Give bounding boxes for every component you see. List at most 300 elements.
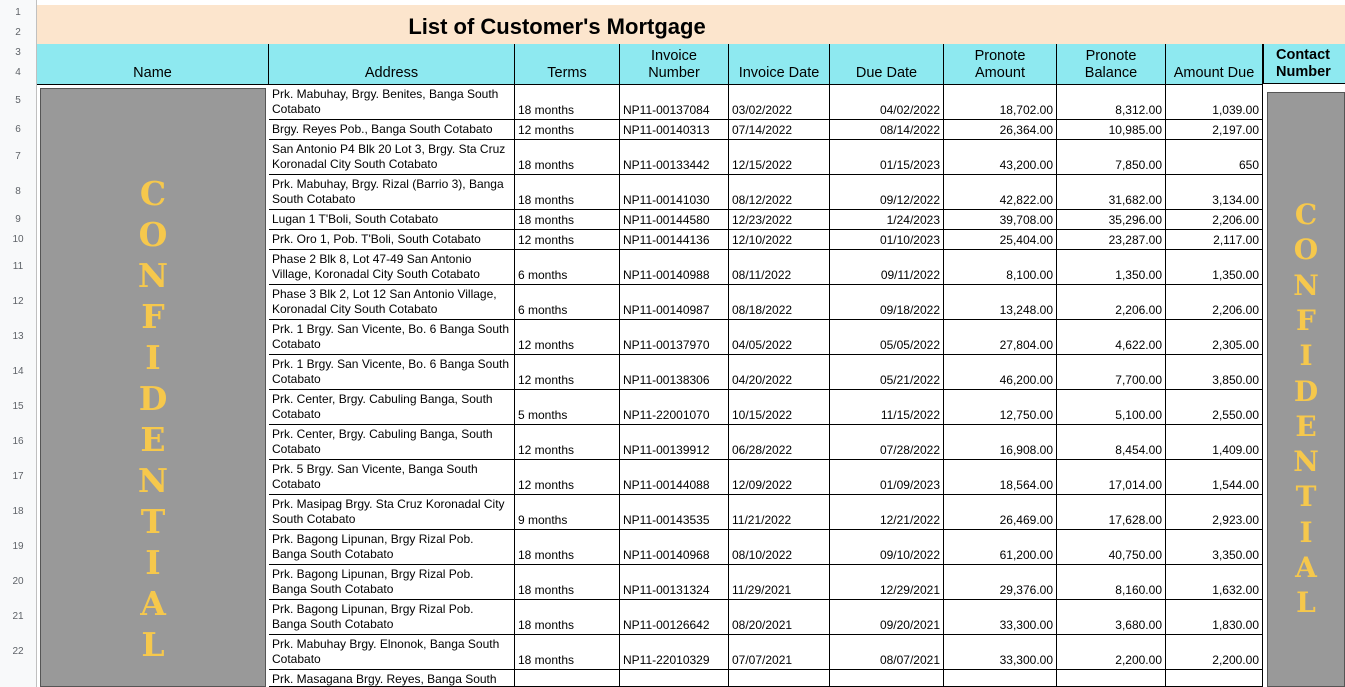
row-number[interactable]: 8 bbox=[15, 186, 21, 197]
confidential-watermark-letter: C bbox=[1294, 198, 1318, 231]
cell-terms[interactable] bbox=[515, 425, 620, 460]
row-number[interactable]: 3 bbox=[15, 47, 21, 58]
confidential-watermark-letter: N bbox=[1293, 445, 1319, 479]
cell-due-date-value: 09/18/2022 bbox=[879, 303, 940, 317]
cell-due-date-value: 01/10/2023 bbox=[879, 233, 940, 247]
cell-amount-due[interactable] bbox=[1166, 355, 1263, 390]
cell-due-date[interactable] bbox=[830, 140, 944, 175]
cell-pronote-balance[interactable] bbox=[1057, 85, 1166, 120]
header-pronote-amount[interactable] bbox=[944, 44, 1057, 84]
cell-pronote-balance[interactable] bbox=[1057, 210, 1166, 230]
cell-invoice-number-value: NP11-22010329 bbox=[623, 653, 710, 667]
cell-invoice-number-value: NP11-00140313 bbox=[623, 123, 710, 137]
cell-terms[interactable] bbox=[515, 210, 620, 230]
confidential-watermark-letter: C bbox=[139, 174, 167, 213]
cell-due-date-value: 12/21/2022 bbox=[879, 513, 940, 527]
confidential-watermark-letter: A bbox=[1295, 551, 1317, 584]
cell-due-date[interactable] bbox=[830, 460, 944, 495]
cell-due-date[interactable] bbox=[830, 320, 944, 355]
row-number[interactable]: 10 bbox=[12, 234, 24, 245]
row-number[interactable]: 19 bbox=[12, 541, 24, 552]
cell-terms-value: 12 months bbox=[518, 443, 575, 457]
cell-pronote-balance-value: 1,350.00 bbox=[1115, 268, 1162, 282]
cell-due-date[interactable] bbox=[830, 670, 944, 687]
cell-due-date-value: 01/15/2023 bbox=[879, 158, 940, 172]
cell-terms[interactable] bbox=[515, 670, 620, 687]
row-number[interactable]: 11 bbox=[12, 261, 24, 272]
cell-due-date[interactable] bbox=[830, 600, 944, 635]
cell-address-value: Prk. Bagong Lipunan, Brgy Rizal Pob. Banga South Cotabato bbox=[272, 602, 474, 631]
cell-pronote-balance[interactable] bbox=[1057, 390, 1166, 425]
cell-amount-due-value: 2,206.00 bbox=[1212, 303, 1259, 317]
cell-invoice-date[interactable] bbox=[729, 670, 830, 687]
header-pronote-balance[interactable] bbox=[1057, 44, 1166, 84]
cell-pronote-amount[interactable] bbox=[944, 495, 1057, 530]
cell-terms[interactable] bbox=[515, 495, 620, 530]
cell-terms[interactable] bbox=[515, 635, 620, 670]
row-number[interactable]: 21 bbox=[12, 611, 24, 622]
cell-invoice-date-value: 12/23/2022 bbox=[732, 213, 793, 227]
cell-invoice-number[interactable] bbox=[620, 565, 729, 600]
cell-terms[interactable] bbox=[515, 140, 620, 175]
cell-due-date-value: 05/05/2022 bbox=[879, 338, 940, 352]
confidential-watermark-letter: I bbox=[1299, 515, 1313, 549]
confidential-watermark-letter: D bbox=[1293, 374, 1319, 408]
cell-address[interactable] bbox=[269, 85, 515, 120]
cell-address-value: Phase 2 Blk 8, Lot 47-49 San Antonio Village, Koronadal City South Cotabato bbox=[272, 252, 480, 281]
cell-amount-due[interactable] bbox=[1166, 565, 1263, 600]
cell-pronote-amount[interactable] bbox=[944, 140, 1057, 175]
cell-due-date-value: 12/29/2021 bbox=[879, 583, 940, 597]
header-invoice-number-text: Invoice Number bbox=[648, 48, 700, 81]
cell-amount-due[interactable] bbox=[1166, 85, 1263, 120]
header-contact-number-text: Contact Number bbox=[1276, 47, 1331, 80]
cell-pronote-amount[interactable] bbox=[944, 355, 1057, 390]
cell-pronote-amount-value: 8,100.00 bbox=[1006, 268, 1053, 282]
cell-pronote-amount-value: 33,300.00 bbox=[999, 653, 1053, 667]
row-number[interactable]: 18 bbox=[12, 506, 24, 517]
cell-terms[interactable] bbox=[515, 600, 620, 635]
row-number[interactable]: 16 bbox=[12, 436, 24, 447]
cell-due-date[interactable] bbox=[830, 250, 944, 285]
cell-invoice-date-value: 08/11/2022 bbox=[732, 268, 792, 282]
cell-pronote-amount[interactable] bbox=[944, 320, 1057, 355]
cell-amount-due-value: 1,039.00 bbox=[1212, 103, 1259, 117]
cell-address-value: Brgy. Reyes Pob., Banga South Cotabato bbox=[272, 122, 493, 136]
cell-due-date[interactable] bbox=[830, 285, 944, 320]
cell-amount-due[interactable] bbox=[1166, 530, 1263, 565]
header-contact-number[interactable] bbox=[1263, 44, 1345, 84]
cell-terms-value: 12 months bbox=[518, 478, 575, 492]
cell-address[interactable] bbox=[269, 635, 515, 670]
cell-pronote-balance[interactable] bbox=[1057, 320, 1166, 355]
cell-amount-due[interactable] bbox=[1166, 460, 1263, 495]
cell-invoice-number[interactable] bbox=[620, 460, 729, 495]
cell-due-date-value: 09/20/2021 bbox=[879, 618, 940, 632]
cell-invoice-date-value: 08/10/2022 bbox=[732, 548, 793, 562]
row-number[interactable]: 7 bbox=[15, 151, 21, 162]
cell-due-date[interactable] bbox=[830, 175, 944, 210]
cell-due-date[interactable] bbox=[830, 530, 944, 565]
cell-address[interactable] bbox=[269, 565, 515, 600]
cell-address[interactable] bbox=[269, 425, 515, 460]
cell-due-date[interactable] bbox=[830, 230, 944, 250]
confidential-watermark-letter: T bbox=[140, 502, 166, 541]
cell-address[interactable] bbox=[269, 175, 515, 210]
cell-invoice-number[interactable] bbox=[620, 390, 729, 425]
cell-invoice-date-value: 07/07/2021 bbox=[732, 653, 793, 667]
cell-amount-due[interactable] bbox=[1166, 120, 1263, 140]
confidential-watermark-letter: I bbox=[145, 338, 161, 377]
cell-pronote-balance-value: 3,680.00 bbox=[1115, 618, 1162, 632]
row-number[interactable]: 13 bbox=[12, 331, 24, 342]
cell-pronote-balance-value: 8,160.00 bbox=[1115, 583, 1162, 597]
header-due-date[interactable]: Due Date bbox=[830, 44, 944, 84]
cell-pronote-amount-value: 46,200.00 bbox=[999, 373, 1053, 387]
cell-invoice-date[interactable] bbox=[729, 210, 830, 230]
cell-pronote-amount[interactable] bbox=[944, 600, 1057, 635]
cell-invoice-date[interactable] bbox=[729, 495, 830, 530]
cell-pronote-amount[interactable] bbox=[944, 565, 1057, 600]
cell-pronote-amount[interactable] bbox=[944, 530, 1057, 565]
cell-pronote-balance[interactable] bbox=[1057, 530, 1166, 565]
cell-address[interactable] bbox=[269, 355, 515, 390]
cell-invoice-number[interactable] bbox=[620, 355, 729, 390]
cell-pronote-balance-value: 7,700.00 bbox=[1115, 373, 1162, 387]
header-name[interactable]: Name bbox=[37, 44, 269, 84]
cell-pronote-balance-value: 17,014.00 bbox=[1108, 478, 1162, 492]
cell-terms-value: 18 months bbox=[518, 583, 575, 597]
cell-terms[interactable] bbox=[515, 250, 620, 285]
cell-pronote-balance-value: 10,985.00 bbox=[1108, 123, 1162, 137]
cell-invoice-date[interactable] bbox=[729, 635, 830, 670]
cell-invoice-number-value: NP11-00126642 bbox=[623, 618, 710, 632]
cell-amount-due-value: 2,206.00 bbox=[1212, 213, 1259, 227]
cell-address[interactable] bbox=[269, 390, 515, 425]
cell-invoice-number[interactable] bbox=[620, 230, 729, 250]
row-number[interactable]: 17 bbox=[12, 471, 24, 482]
cell-address[interactable] bbox=[269, 140, 515, 175]
cell-pronote-amount-value: 42,822.00 bbox=[999, 193, 1053, 207]
cell-due-date[interactable] bbox=[830, 390, 944, 425]
cell-address-value: Lugan 1 T'Boli, South Cotabato bbox=[272, 212, 439, 226]
cell-terms[interactable] bbox=[515, 530, 620, 565]
cell-address[interactable] bbox=[269, 120, 515, 140]
cell-due-date-value: 05/21/2022 bbox=[879, 373, 940, 387]
cell-amount-due[interactable] bbox=[1166, 210, 1263, 230]
cell-pronote-amount-value: 39,708.00 bbox=[999, 213, 1053, 227]
cell-pronote-amount[interactable] bbox=[944, 460, 1057, 495]
cell-address-value: Prk. 5 Brgy. San Vicente, Banga South Cotabato bbox=[272, 462, 478, 491]
cell-amount-due-value: 2,923.00 bbox=[1212, 513, 1259, 527]
cell-pronote-balance[interactable] bbox=[1057, 355, 1166, 390]
cell-amount-due[interactable] bbox=[1166, 230, 1263, 250]
cell-pronote-balance[interactable] bbox=[1057, 120, 1166, 140]
cell-invoice-date[interactable] bbox=[729, 175, 830, 210]
cell-invoice-date[interactable] bbox=[729, 120, 830, 140]
cell-invoice-date[interactable] bbox=[729, 355, 830, 390]
cell-due-date-value: 01/09/2023 bbox=[879, 478, 940, 492]
cell-amount-due[interactable] bbox=[1166, 600, 1263, 635]
cell-due-date[interactable] bbox=[830, 635, 944, 670]
cell-amount-due[interactable] bbox=[1166, 425, 1263, 460]
cell-amount-due[interactable] bbox=[1166, 390, 1263, 425]
cell-amount-due[interactable] bbox=[1166, 670, 1263, 687]
cell-amount-due-value: 1,632.00 bbox=[1212, 583, 1259, 597]
cell-invoice-date-value: 11/21/2022 bbox=[732, 513, 792, 527]
cell-due-date-value: 08/07/2021 bbox=[879, 653, 940, 667]
cell-pronote-amount-value: 43,200.00 bbox=[999, 158, 1053, 172]
cell-pronote-amount-value: 13,248.00 bbox=[999, 303, 1053, 317]
confidential-watermark-letter: T bbox=[1295, 480, 1317, 514]
cell-pronote-amount[interactable] bbox=[944, 285, 1057, 320]
cell-invoice-date[interactable] bbox=[729, 390, 830, 425]
cell-due-date-value: 04/02/2022 bbox=[879, 103, 940, 117]
cell-invoice-number[interactable] bbox=[620, 320, 729, 355]
cell-due-date[interactable] bbox=[830, 565, 944, 600]
cell-invoice-date[interactable] bbox=[729, 230, 830, 250]
row-number[interactable]: 9 bbox=[15, 214, 21, 225]
cell-invoice-date[interactable] bbox=[729, 320, 830, 355]
cell-address[interactable] bbox=[269, 460, 515, 495]
cell-address-value: Prk. Bagong Lipunan, Brgy Rizal Pob. Banga South Cotabato bbox=[272, 567, 474, 596]
cell-address-value: Prk. 1 Brgy. San Vicente, Bo. 6 Banga South Cotabato bbox=[272, 322, 510, 351]
cell-pronote-amount[interactable] bbox=[944, 230, 1057, 250]
cell-pronote-balance-value: 8,454.00 bbox=[1115, 443, 1162, 457]
cell-pronote-balance[interactable] bbox=[1057, 285, 1166, 320]
cell-invoice-number[interactable] bbox=[620, 210, 729, 230]
cell-due-date-value: 1/24/2023 bbox=[886, 213, 940, 227]
cell-invoice-date[interactable] bbox=[729, 140, 830, 175]
cell-amount-due[interactable] bbox=[1166, 285, 1263, 320]
row-number[interactable]: 6 bbox=[15, 124, 21, 135]
cell-invoice-date[interactable] bbox=[729, 530, 830, 565]
cell-amount-due-value: 2,305.00 bbox=[1212, 338, 1259, 352]
cell-invoice-number-value: NP11-00144088 bbox=[623, 478, 710, 492]
cell-terms-value: 12 months bbox=[518, 123, 575, 137]
cell-invoice-number[interactable] bbox=[620, 600, 729, 635]
cell-invoice-date[interactable] bbox=[729, 85, 830, 120]
cell-invoice-number[interactable] bbox=[620, 530, 729, 565]
cell-address-value: Prk. Bagong Lipunan, Brgy Rizal Pob. Banga South Cotabato bbox=[272, 532, 474, 561]
cell-invoice-number-value: NP11-22001070 bbox=[623, 408, 710, 422]
cell-invoice-date[interactable] bbox=[729, 565, 830, 600]
cell-address-value: Prk. Oro 1, Pob. T'Boli, South Cotabato bbox=[272, 232, 481, 246]
cell-address[interactable] bbox=[269, 285, 515, 320]
cell-invoice-date[interactable] bbox=[729, 250, 830, 285]
cell-due-date[interactable] bbox=[830, 495, 944, 530]
cell-pronote-amount[interactable] bbox=[944, 120, 1057, 140]
cell-amount-due-value: 3,134.00 bbox=[1212, 193, 1259, 207]
cell-pronote-balance[interactable] bbox=[1057, 495, 1166, 530]
row-number[interactable]: 20 bbox=[12, 576, 24, 587]
confidential-watermark-letter: F bbox=[141, 297, 165, 336]
cell-terms-value: 18 months bbox=[518, 213, 575, 227]
cell-due-date[interactable] bbox=[830, 120, 944, 140]
cell-address-value: Prk. Mabuhay, Brgy. Rizal (Barrio 3), Banga South Cotabato bbox=[272, 177, 504, 206]
cell-pronote-amount-value: 33,300.00 bbox=[999, 618, 1053, 632]
cell-address[interactable] bbox=[269, 230, 515, 250]
cell-invoice-number[interactable] bbox=[620, 495, 729, 530]
cell-invoice-number-value: NP11-00143535 bbox=[623, 513, 710, 527]
cell-terms[interactable] bbox=[515, 565, 620, 600]
cell-pronote-balance[interactable] bbox=[1057, 175, 1166, 210]
cell-terms-value: 12 months bbox=[518, 233, 575, 247]
cell-address[interactable] bbox=[269, 320, 515, 355]
cell-address-value: Prk. Masipag Brgy. Sta Cruz Koronadal City South Cotabato bbox=[272, 497, 505, 526]
row-number[interactable]: 15 bbox=[12, 401, 24, 412]
row-number[interactable]: 12 bbox=[12, 296, 24, 307]
cell-amount-due[interactable] bbox=[1166, 320, 1263, 355]
row-number[interactable]: 14 bbox=[12, 366, 24, 377]
cell-terms-value: 6 months bbox=[518, 268, 568, 282]
cell-amount-due-value: 3,350.00 bbox=[1212, 548, 1259, 562]
cell-pronote-amount[interactable] bbox=[944, 425, 1057, 460]
cell-pronote-balance[interactable] bbox=[1057, 565, 1166, 600]
cell-pronote-amount[interactable] bbox=[944, 175, 1057, 210]
cell-due-date-value: 07/28/2022 bbox=[879, 443, 940, 457]
cell-terms-value: 18 months bbox=[518, 618, 575, 632]
confidential-watermark-letter: E bbox=[1295, 409, 1317, 443]
cell-invoice-number[interactable] bbox=[620, 635, 729, 670]
header-address[interactable]: Address bbox=[269, 44, 515, 84]
cell-terms[interactable] bbox=[515, 355, 620, 390]
cell-pronote-amount[interactable] bbox=[944, 210, 1057, 230]
cell-pronote-amount-value: 29,376.00 bbox=[999, 583, 1053, 597]
cell-pronote-balance[interactable] bbox=[1057, 230, 1166, 250]
confidential-watermark-letter: D bbox=[138, 379, 168, 418]
cell-pronote-balance-value: 31,682.00 bbox=[1108, 193, 1162, 207]
cell-pronote-amount[interactable] bbox=[944, 85, 1057, 120]
cell-invoice-number-value: NP11-00139912 bbox=[623, 443, 710, 457]
cell-address[interactable] bbox=[269, 600, 515, 635]
header-amount-due[interactable]: Amount Due bbox=[1166, 44, 1263, 84]
cell-invoice-number-value: NP11-00138306 bbox=[623, 373, 710, 387]
cell-amount-due[interactable] bbox=[1166, 495, 1263, 530]
cell-address[interactable] bbox=[269, 530, 515, 565]
cell-pronote-amount[interactable] bbox=[944, 635, 1057, 670]
row-number[interactable]: 5 bbox=[15, 95, 21, 106]
cell-address[interactable] bbox=[269, 670, 515, 687]
cell-address-value: Prk. Mabuhay, Brgy. Benites, Banga South Cotabato bbox=[272, 87, 499, 116]
cell-amount-due[interactable] bbox=[1166, 175, 1263, 210]
cell-amount-due-value: 1,409.00 bbox=[1212, 443, 1259, 457]
cell-amount-due[interactable] bbox=[1166, 250, 1263, 285]
header-invoice-number[interactable] bbox=[620, 44, 729, 84]
cell-pronote-amount[interactable] bbox=[944, 390, 1057, 425]
row-number[interactable]: 4 bbox=[15, 67, 21, 78]
cell-terms-value: 12 months bbox=[518, 373, 575, 387]
cell-invoice-date[interactable] bbox=[729, 285, 830, 320]
confidential-watermark-letter: O bbox=[138, 215, 168, 254]
cell-invoice-date[interactable] bbox=[729, 460, 830, 495]
cell-invoice-number[interactable] bbox=[620, 250, 729, 285]
cell-pronote-balance[interactable] bbox=[1057, 600, 1166, 635]
cell-invoice-number[interactable] bbox=[620, 120, 729, 140]
cell-invoice-date-value: 08/12/2022 bbox=[732, 193, 793, 207]
cell-invoice-date[interactable] bbox=[729, 425, 830, 460]
confidential-watermark-letter: I bbox=[145, 543, 161, 582]
cell-pronote-amount-value: 12,750.00 bbox=[999, 408, 1053, 422]
row-number[interactable]: 22 bbox=[12, 646, 24, 657]
cell-invoice-number[interactable] bbox=[620, 175, 729, 210]
cell-amount-due[interactable] bbox=[1166, 140, 1263, 175]
cell-address[interactable] bbox=[269, 250, 515, 285]
cell-terms-value: 6 months bbox=[518, 303, 568, 317]
cell-pronote-balance[interactable] bbox=[1057, 425, 1166, 460]
cell-invoice-number-value: NP11-00144580 bbox=[623, 213, 710, 227]
cell-invoice-date-value: 04/05/2022 bbox=[732, 338, 793, 352]
cell-invoice-date-value: 06/28/2022 bbox=[732, 443, 793, 457]
cell-pronote-balance-value: 17,628.00 bbox=[1108, 513, 1162, 527]
confidential-watermark-letter: O bbox=[1293, 233, 1319, 267]
header-pronote-amount-text: Pronote Amount bbox=[974, 48, 1026, 81]
row-number[interactable]: 1 bbox=[15, 7, 21, 18]
cell-pronote-balance-value: 35,296.00 bbox=[1108, 213, 1162, 227]
cell-due-date[interactable] bbox=[830, 85, 944, 120]
cell-invoice-date[interactable] bbox=[729, 600, 830, 635]
cell-terms[interactable] bbox=[515, 120, 620, 140]
cell-invoice-date-value: 08/20/2021 bbox=[732, 618, 793, 632]
cell-address[interactable] bbox=[269, 495, 515, 530]
cell-invoice-number-value: NP11-00137970 bbox=[623, 338, 710, 352]
cell-amount-due[interactable] bbox=[1166, 635, 1263, 670]
cell-invoice-number[interactable] bbox=[620, 670, 729, 687]
cell-terms[interactable] bbox=[515, 285, 620, 320]
cell-invoice-number[interactable] bbox=[620, 285, 729, 320]
cell-invoice-date-value: 07/14/2022 bbox=[732, 123, 793, 137]
cell-terms[interactable] bbox=[515, 460, 620, 495]
cell-pronote-balance[interactable] bbox=[1057, 460, 1166, 495]
confidential-watermark-letter: N bbox=[137, 256, 169, 295]
cell-due-date[interactable] bbox=[830, 210, 944, 230]
cell-invoice-number-value: NP11-00140987 bbox=[623, 303, 710, 317]
sheet-title: List of Customer's Mortgage bbox=[408, 14, 706, 39]
confidential-watermark-letter: A bbox=[140, 584, 166, 623]
cell-amount-due-value: 1,544.00 bbox=[1212, 478, 1259, 492]
cell-address-value: Phase 3 Blk 2, Lot 12 San Antonio Village, Koronadal City South Cotabato bbox=[272, 287, 497, 316]
cell-terms[interactable] bbox=[515, 320, 620, 355]
cell-pronote-amount-value: 18,564.00 bbox=[999, 478, 1053, 492]
cell-amount-due-value: 1,830.00 bbox=[1212, 618, 1259, 632]
cell-pronote-balance[interactable] bbox=[1057, 670, 1166, 687]
cell-terms[interactable] bbox=[515, 85, 620, 120]
cell-address[interactable] bbox=[269, 210, 515, 230]
cell-pronote-amount[interactable] bbox=[944, 250, 1057, 285]
cell-terms[interactable] bbox=[515, 175, 620, 210]
cell-invoice-number[interactable] bbox=[620, 85, 729, 120]
cell-invoice-number-value: NP11-00140988 bbox=[623, 268, 710, 282]
cell-pronote-amount-value: 26,469.00 bbox=[999, 513, 1053, 527]
header-terms[interactable]: Terms bbox=[515, 44, 620, 84]
cell-invoice-number[interactable] bbox=[620, 425, 729, 460]
row-number[interactable]: 2 bbox=[15, 27, 21, 38]
cell-due-date[interactable] bbox=[830, 425, 944, 460]
cell-pronote-amount[interactable] bbox=[944, 670, 1057, 687]
cell-due-date[interactable] bbox=[830, 355, 944, 390]
cell-terms-value: 9 months bbox=[518, 513, 568, 527]
header-invoice-date[interactable]: Invoice Date bbox=[729, 44, 830, 84]
cell-invoice-number-value: NP11-00133442 bbox=[623, 158, 710, 172]
cell-pronote-balance[interactable] bbox=[1057, 635, 1166, 670]
confidential-watermark-letter: L bbox=[141, 625, 165, 664]
cell-pronote-balance[interactable] bbox=[1057, 140, 1166, 175]
cell-terms[interactable] bbox=[515, 390, 620, 425]
cell-pronote-amount-value: 61,200.00 bbox=[999, 548, 1053, 562]
cell-pronote-balance[interactable] bbox=[1057, 250, 1166, 285]
cell-invoice-number[interactable] bbox=[620, 140, 729, 175]
cell-terms[interactable] bbox=[515, 230, 620, 250]
